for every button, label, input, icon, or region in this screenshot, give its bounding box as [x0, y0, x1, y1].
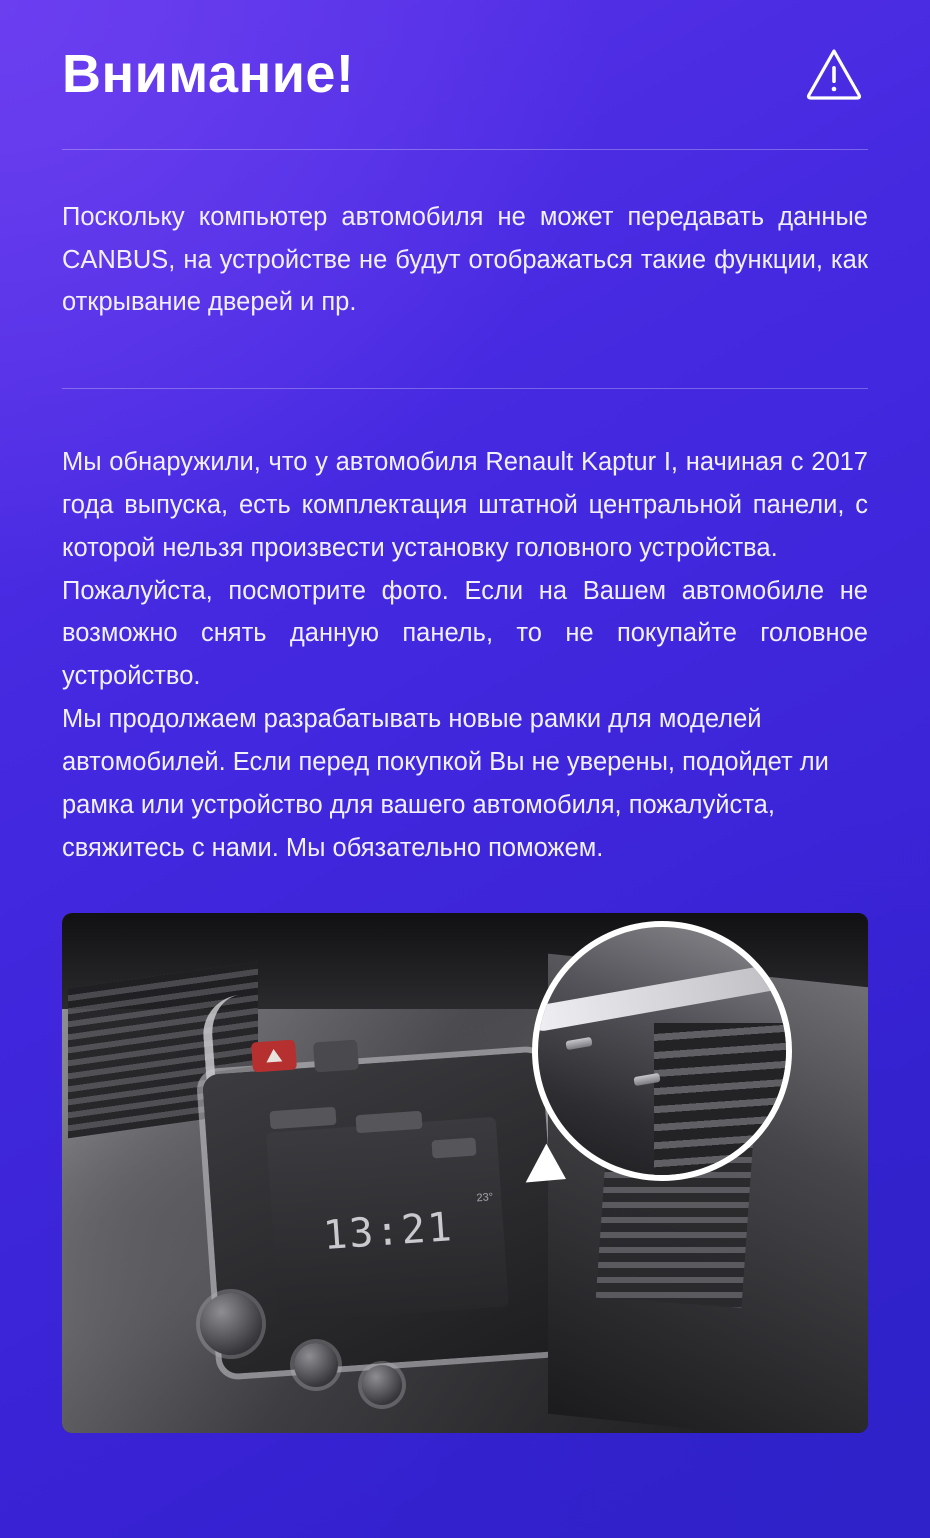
divider-top: [62, 149, 868, 150]
warning-triangle-icon: [806, 46, 862, 102]
photo-temperature-readout: 23°: [476, 1191, 494, 1205]
details-paragraph: Пожалуйста, посмотрите фото. Если на Вашем автомобиле не возможно снять данную панель, то не покупайте головное устройство.: [62, 576, 868, 691]
photo-clock-readout: 13:21: [321, 1204, 455, 1260]
dashboard-photo: [62, 913, 868, 1433]
details-paragraph: Мы обнаружили, что у автомобиля Renault Kaptur I, начиная с 2017 года выпуска, есть комплектация штатной центральной панели, с которой нельзя произвести установку головного устройства.: [62, 448, 868, 562]
page-header: [62, 0, 868, 103]
photo-magnified-vent: [654, 1023, 792, 1181]
canbus-notice-text: Поскольку компьютер автомобиля не может передавать данные CANBUS, на устройстве не будут отображаться такие функции, как открывание дверей и пр.: [62, 202, 868, 317]
page-title: Внимание!: [62, 44, 355, 104]
photo-panel-clip: [565, 1037, 592, 1050]
divider-middle: [62, 388, 868, 389]
photo-magnifier-callout: [532, 921, 792, 1181]
details-paragraph: Мы продолжаем разрабатывать новые рамки для моделей автомобилей. Если перед покупкой Вы не уверены, подойдет ли рамка или устройство для вашего автомобиля, пожалуйста, свяжитесь с нами. Мы обязательно поможем.: [62, 705, 829, 862]
photo-magnified-chrome-strip: [532, 956, 792, 1034]
photo-climate-knob: [294, 1343, 338, 1387]
photo-hazard-button: [251, 1040, 297, 1073]
photo-climate-knob: [362, 1365, 402, 1405]
details-text-block: [62, 441, 868, 869]
photo-console-button: [431, 1138, 476, 1159]
photo-door-lock-button: [313, 1040, 359, 1073]
photo-climate-knob: [200, 1293, 262, 1355]
